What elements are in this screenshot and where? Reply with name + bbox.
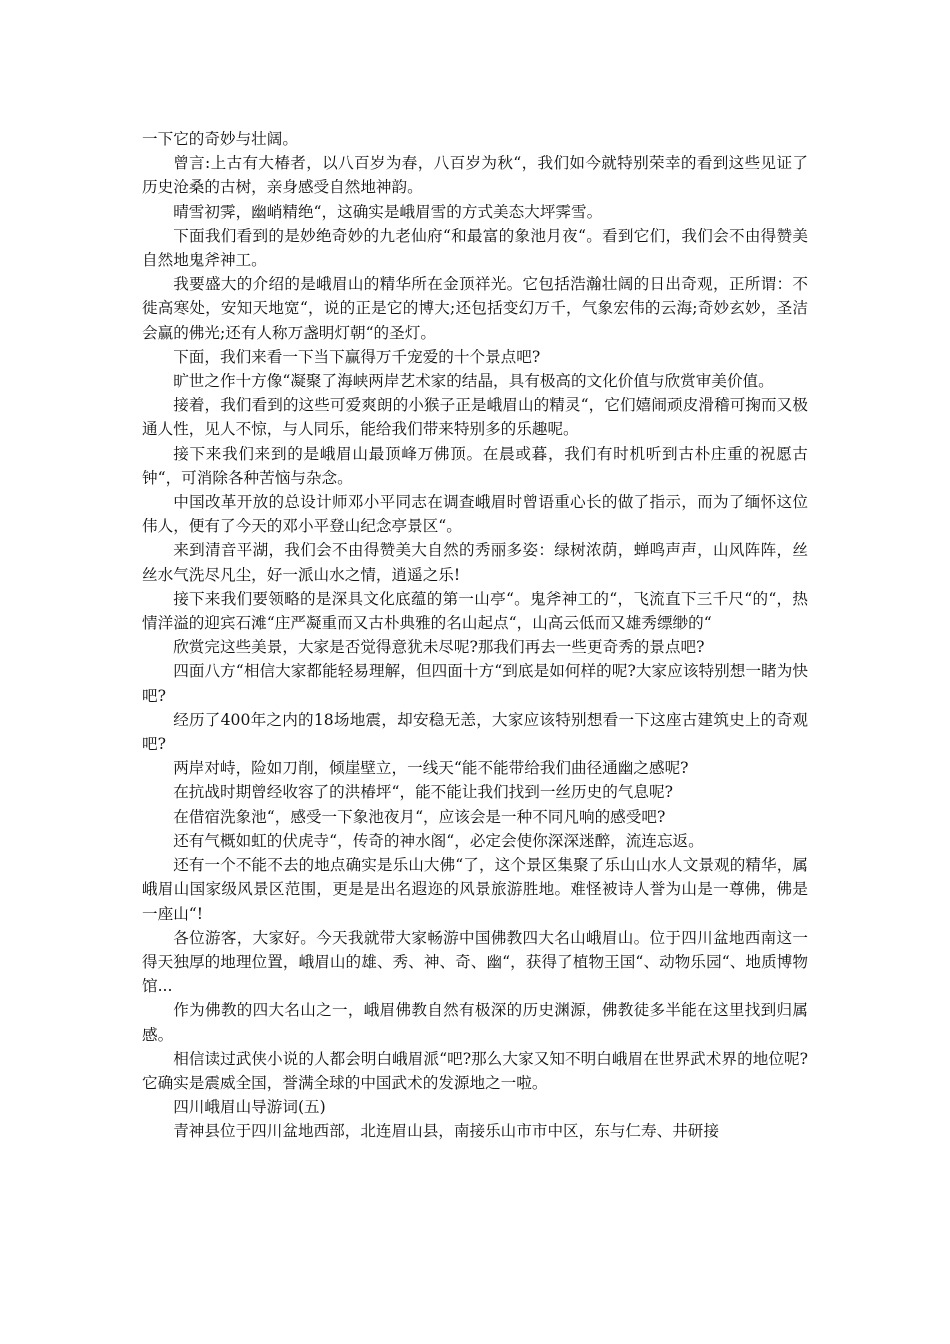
paragraph: 在借宿洗象池“，感受一下象池夜月“，应该会是一种不同凡响的感受吧? bbox=[173, 807, 666, 826]
paragraph: 相信读过武侠小说的人都会明白峨眉派“吧?那么大家又知不明白峨眉在世界武术界的地位呢?它确实是震威全国，誉满全球的中国武术的发源地之一啦。 bbox=[142, 1049, 808, 1092]
paragraph: 经历了400年之内的18场地震，却安稳无恙，大家应该特别想看一下这座古建筑史上的奇观吧? bbox=[142, 710, 808, 754]
paragraph: 还有一个不能不去的地点确实是乐山大佛“了，这个景区集聚了乐山山水人文景观的精华，属峨眉山国家级风景区范围，更是是出名遐迩的风景旅游胜地。难怪被诗人誉为山是一尊佛，佛是一座山“! bbox=[142, 856, 808, 923]
paragraph: 晴雪初霁，幽峭精绝“，这确实是峨眉雪的方式美态大坪霁雪。 bbox=[173, 202, 603, 221]
paragraph: 欣赏完这些美景，大家是否觉得意犹未尽呢?那我们再去一些更奇秀的景点吧? bbox=[173, 638, 705, 657]
paragraph: 旷世之作十方像“凝聚了海峡两岸艺术家的结晶，具有极高的文化价值与欣赏审美价值。 bbox=[173, 372, 774, 391]
paragraph: 来到清音平湖，我们会不由得赞美大自然的秀丽多姿：绿树浓荫，蝉鸣声声，山风阵阵，丝丝水气洗尽凡尘，好一派山水之情，逍遥之乐! bbox=[142, 541, 808, 584]
paragraph: 一下它的奇妙与壮阔。 bbox=[142, 130, 298, 148]
paragraph: 下面，我们来看一下当下赢得万千宠爱的十个景点吧? bbox=[173, 347, 541, 366]
paragraph: 四面八方“相信大家都能轻易理解，但四面十方“到底是如何样的呢?大家应该特别想一睹为快吧? bbox=[142, 662, 808, 705]
paragraph: 中国改革开放的总设计师邓小平同志在调查峨眉时曾语重心长的做了指示，而为了缅怀这位伟人，便有了今天的邓小平登山纪念亭景区“。 bbox=[142, 493, 808, 536]
paragraph: 在抗战时期曾经收容了的洪椿坪“，能不能让我们找到一丝历史的气息呢? bbox=[173, 783, 673, 802]
paragraph: 我要盛大的介绍的是峨眉山的精华所在金顶祥光。它包括浩瀚壮阔的日出奇观，正所谓：不徙高寒处，安知天地宽“，说的正是它的博大;还包括变幻万千，气象宏伟的云海;奇妙玄妙，圣洁会赢的佛光;还有人称万盏明灯朝“的圣灯。 bbox=[142, 275, 808, 342]
paragraph: 接下来我们来到的是峨眉山最顶峰万佛顶。在晨或暮，我们有时机听到古朴庄重的祝愿古钟“，可消除各种苦恼与杂念。 bbox=[142, 444, 808, 487]
paragraph: 接着，我们看到的这些可爱爽朗的小猴子正是峨眉山的精灵“，它们嬉闹顽皮滑稽可掬而又极通人性，见人不惊，与人同乐，能给我们带来特别多的乐趣呢。 bbox=[142, 396, 808, 439]
paragraph: 青神县位于四川盆地西部，北连眉山县，南接乐山市市中区，东与仁寿、井研接 bbox=[173, 1122, 719, 1141]
section-heading: 四川峨眉山导游词(五) bbox=[173, 1098, 326, 1117]
paragraph: 还有气概如虹的伏虎寺“，传奇的神水阁“，必定会使你深深迷醉，流连忘返。 bbox=[173, 831, 704, 850]
paragraph: 各位游客，大家好。今天我就带大家畅游中国佛教四大名山峨眉山。位于四川盆地西南这一得天独厚的地理位置，峨眉山的雄、秀、神、奇、幽“，获得了植物王国“、动物乐园“、地质博物馆... bbox=[142, 928, 808, 996]
paragraph: 作为佛教的四大名山之一，峨眉佛教自然有极深的历史渊源，佛教徒多半能在这里找到归属感。 bbox=[142, 1001, 808, 1044]
body-text bbox=[142, 127, 808, 1144]
paragraph: 两岸对峙，险如刀削，倾崖壁立，一线天“能不能带给我们曲径通幽之感呢? bbox=[173, 759, 689, 778]
paragraph: 曾言:上古有大椿者，以八百岁为春，八百岁为秋“，我们如今就特别荣幸的看到这些见证了历史沧桑的古树，亲身感受自然地神韵。 bbox=[142, 154, 808, 197]
paragraph: 下面我们看到的是妙绝奇妙的九老仙府“和最富的象池月夜“。看到它们，我们会不由得赞美自然地鬼斧神工。 bbox=[142, 226, 808, 270]
paragraph: 接下来我们要领略的是深具文化底蕴的第一山亭“。鬼斧神工的“，飞流直下三千尺“的“，热情洋溢的迎宾石滩“庄严凝重而又古朴典雅的名山起点“，山高云低而又雄秀缥缈的“ bbox=[142, 589, 808, 633]
